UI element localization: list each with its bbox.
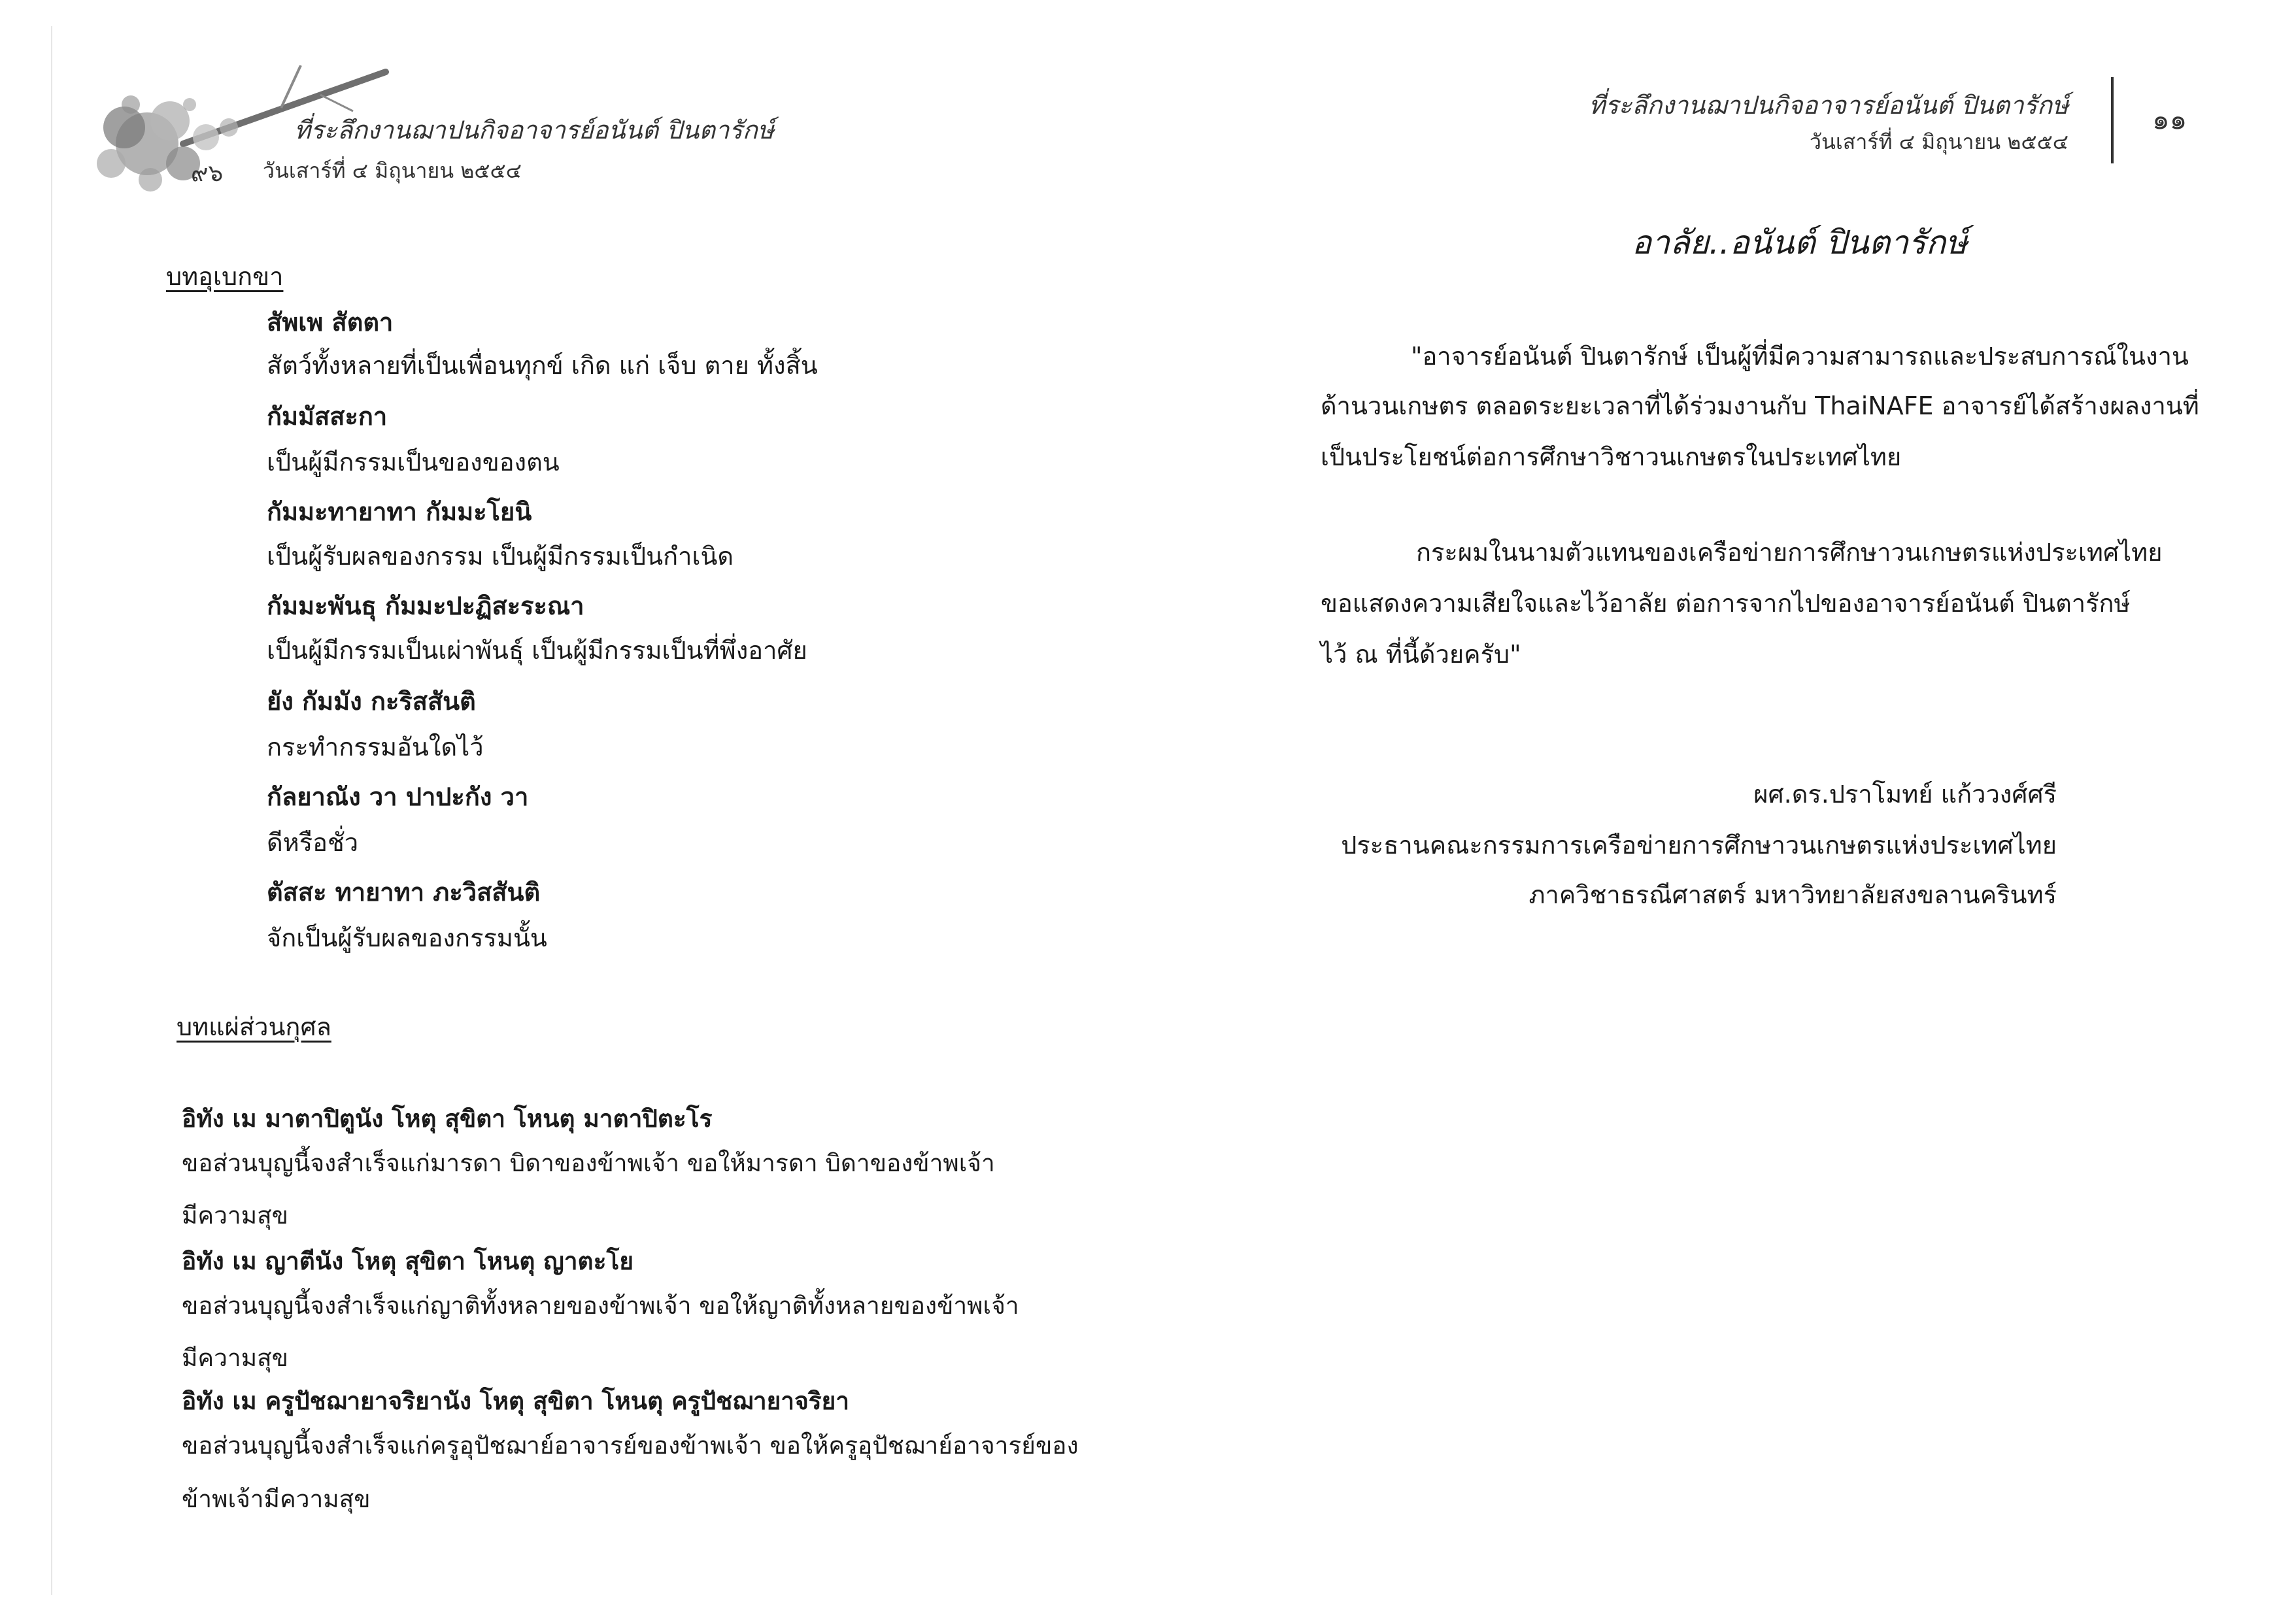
chant-line: สัพเพ สัตตา — [267, 308, 394, 337]
translation-line: เป็นผู้มีกรรมเป็นของของตน — [267, 448, 560, 476]
paragraph-line: ไว้ ณ ที่นี้ด้วยครับ" — [1321, 640, 1521, 669]
chant-line: กัมมะพันธุ กัมมะปะฏิสะระณา — [267, 592, 584, 620]
translation-line: กระทำกรรมอันใดไว้ — [267, 733, 484, 761]
signature-affiliation: ภาควิชาธรณีศาสตร์ มหาวิทยาลัยสงขลานครินทร์ — [1528, 880, 2057, 909]
translation-line: ขอส่วนบุญนี้จงสำเร็จแก่มารดา บิดาของข้าพเจ้า ขอให้มารดา บิดาของข้าพเจ้า — [182, 1149, 995, 1177]
header-title: ที่ระลึกงานฌาปนกิจอาจารย์อนันต์ ปินตารักษ์ — [1589, 91, 2068, 120]
translation-line: ขอส่วนบุญนี้จงสำเร็จแก่ครูอุปัชฌาย์อาจารย์ของข้าพเจ้า ขอให้ครูอุปัชฌาย์อาจารย์ของ — [182, 1431, 1079, 1460]
header-date: วันเสาร์ที่ ๔ มิถุนายน ๒๕๕๔ — [263, 158, 522, 183]
header-date: วันเสาร์ที่ ๔ มิถุนายน ๒๕๕๔ — [1810, 129, 2068, 154]
page-number: ๑๑ — [2152, 103, 2187, 135]
translation-line: มีความสุข — [182, 1201, 288, 1229]
section-title-ubekkha: บทอุเบกขา — [166, 262, 284, 291]
chant-line: อิทัง เม ญาตีนัง โหตุ สุขิตา โหนตุ ญาตะโย — [182, 1247, 634, 1275]
right-page — [1148, 0, 2296, 1621]
signature-position: ประธานคณะกรรมการเครือข่ายการศึกษาวนเกษตรแห่งประเทศไทย — [1341, 831, 2057, 860]
chant-line: ตัสสะ ทายาทา ภะวิสสันติ — [267, 878, 541, 907]
signature-name: ผศ.ดร.ปราโมทย์ แก้ววงศ์ศรี — [1753, 780, 2057, 809]
paragraph-line: ด้านวนเกษตร ตลอดระยะเวลาที่ได้ร่วมงานกับ ThaiNAFE อาจารย์ได้สร้างผลงานที่ — [1321, 392, 2199, 420]
translation-line: ข้าพเจ้ามีความสุข — [182, 1485, 371, 1513]
translation-line: จักเป็นผู้รับผลของกรรมนั้น — [267, 924, 547, 952]
paragraph-line: กระผมในนามตัวแทนของเครือข่ายการศึกษาวนเกษตรแห่งประเทศไทย — [1416, 538, 2163, 567]
page-number: ๙๖ — [191, 160, 224, 187]
section-title-merit: บทแผ่ส่วนกุศล — [177, 1012, 331, 1041]
chant-line: กัลยาณัง วา ปาปะกัง วา — [267, 782, 529, 811]
translation-line: มีความสุข — [182, 1344, 288, 1372]
memorial-heading: อาลัย..อนันต์ ปินตารักษ์ — [1632, 224, 1968, 261]
chant-line: ยัง กัมมัง กะริสสันติ — [267, 687, 476, 716]
chant-line: กัมมะทายาทา กัมมะโยนิ — [267, 497, 532, 526]
translation-line: ดีหรือชั่ว — [267, 828, 359, 857]
chant-line: อิทัง เม ครูปัชฌายาจริยานัง โหตุ สุขิตา โหนตุ ครูปัชฌายาจริยา — [182, 1387, 850, 1415]
translation-line: เป็นผู้มีกรรมเป็นเผ่าพันธุ์ เป็นผู้มีกรรมเป็นที่พึ่งอาศัย — [267, 636, 807, 665]
translation-line: ขอส่วนบุญนี้จงสำเร็จแก่ญาติทั้งหลายของข้าพเจ้า ขอให้ญาติทั้งหลายของข้าพเจ้า — [182, 1292, 1019, 1320]
translation-line: เป็นผู้รับผลของกรรม เป็นผู้มีกรรมเป็นกำเนิด — [267, 542, 734, 571]
translation-line: สัตว์ทั้งหลายที่เป็นเพื่อนทุกข์ เกิด แก่ เจ็บ ตาย ทั้งสิ้น — [267, 351, 818, 380]
paragraph-line: เป็นประโยชน์ต่อการศึกษาวิชาวนเกษตรในประเทศไทย — [1321, 443, 1902, 471]
paragraph-line: "อาจารย์อนันต์ ปินตารักษ์ เป็นผู้ที่มีความสามารถและประสบการณ์ในงาน — [1411, 342, 2189, 371]
header-title: ที่ระลึกงานฌาปนกิจอาจารย์อนันต์ ปินตารักษ์ — [294, 116, 774, 144]
paragraph-line: ขอแสดงความเสียใจและไว้อาลัย ต่อการจากไปของอาจารย์อนันต์ ปินตารักษ์ — [1321, 589, 2131, 618]
chant-line: อิทัง เม มาตาปิตูนัง โหตุ สุขิตา โหนตุ มาตาปิตะโร — [182, 1105, 713, 1133]
chant-line: กัมมัสสะกา — [267, 402, 388, 431]
header-divider — [2111, 77, 2114, 163]
